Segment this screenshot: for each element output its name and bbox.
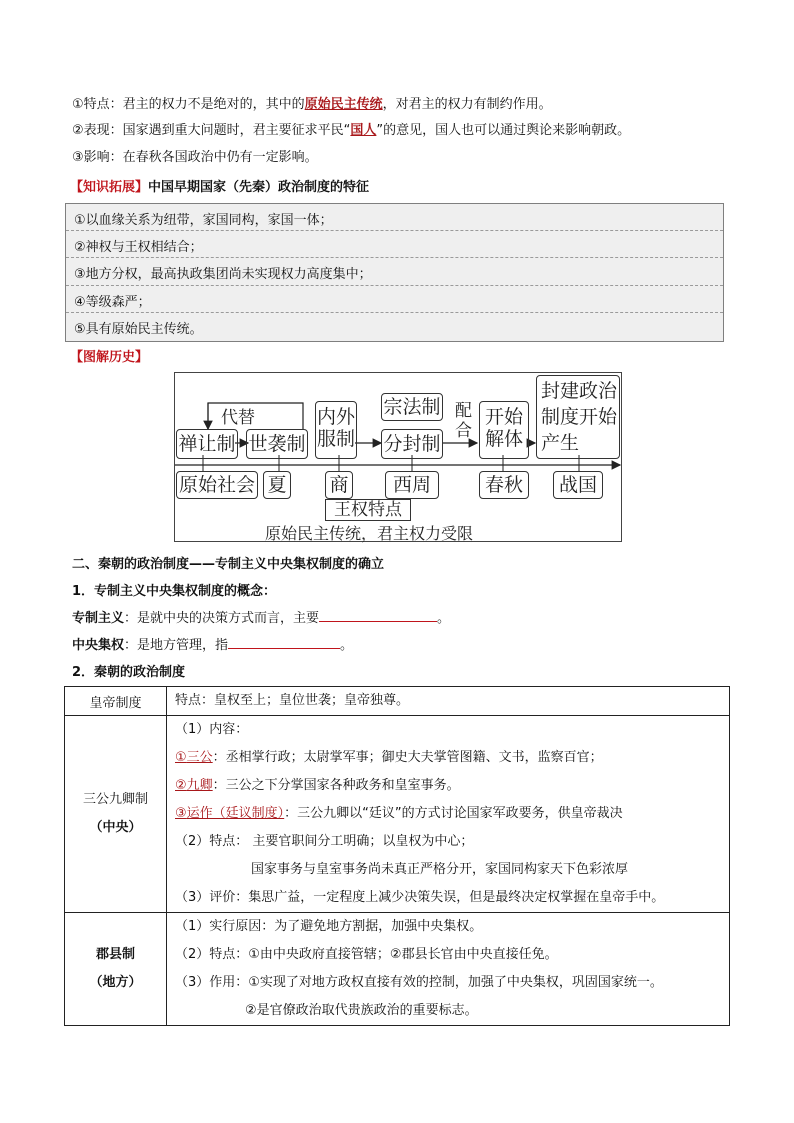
section-title: 中国早期国家（先秦）政治制度的特征 (148, 180, 370, 195)
fill-blank[interactable] (319, 609, 437, 622)
key-term: 三公 (186, 750, 213, 765)
term-label: 中央集权 (72, 638, 125, 653)
era-box-xia: 夏 (263, 471, 291, 499)
summary-item: ①以血缘关系为纽带，家国同构，家国一体； (74, 213, 333, 228)
neiwai-box (315, 401, 357, 459)
summary-item: ⑤具有原始民主传统。 (74, 322, 203, 337)
era-box-zhanguo: 战国 (553, 471, 603, 499)
kaishi-jieti-box (479, 401, 529, 459)
box-line: 制度开始 (541, 406, 618, 428)
label-line: 郡县制 (95, 947, 135, 962)
fengjian-box (536, 375, 620, 459)
intro-text: ②表现：国家遇到重大问题时，君主要征求平民“ (72, 123, 351, 138)
key-term: 国人 (350, 123, 377, 138)
era-box-shang: 商 (325, 471, 353, 499)
label-line: （地方） (89, 975, 142, 990)
cell-text: ：丞相掌行政；太尉掌军事；御史大夫掌管图籍、文书，监察百官； (212, 750, 603, 765)
fenfeng-box: 分封制 (381, 429, 443, 459)
box-line: 产生 (541, 432, 580, 454)
key-term: 运作（廷议制度） (186, 806, 285, 821)
cell-line: （2）特点： 主要官职间分工明确；以皇权为中心； (175, 834, 474, 849)
cell-line: （1）内容： (175, 722, 249, 737)
intro-line-3: ③影响：在春秋各国政治中仍有一定影响。 (72, 150, 318, 165)
row-label (65, 913, 167, 1026)
row-label (65, 716, 167, 913)
intro-line-1 (72, 96, 552, 114)
key-term: 原始民主传统 (304, 97, 383, 112)
label-line: 配 (455, 401, 472, 421)
term-text: ：是地方管理，指 (124, 638, 229, 653)
table-row (65, 716, 730, 913)
box-line: 服制 (316, 428, 355, 450)
fill-blank[interactable] (228, 636, 340, 649)
key-term: 九卿 (186, 778, 213, 793)
cell-text: ：三公之下分掌国家各种政务和皇室事务。 (212, 778, 460, 793)
divider (66, 230, 723, 231)
row-content (167, 913, 730, 1026)
cell-line: ②九卿：三公之下分掌国家各种政务和皇室事务。 (175, 778, 460, 793)
summary-item: ③地方分权，最高执政集团尚未实现权力高度集中； (74, 267, 372, 282)
diagram-tag: 【图解历史】 (70, 350, 149, 365)
divider (66, 312, 723, 313)
row-content (167, 687, 730, 716)
history-diagram (174, 372, 622, 542)
intro-text: ”的意见，国人也可以通过舆论来影响朝政。 (376, 123, 631, 138)
knowledge-heading (70, 176, 369, 195)
term-end: 。 (340, 638, 354, 653)
qin-system-table (64, 686, 730, 1026)
shixi-box: 世袭制 (246, 429, 308, 459)
summary-item: ②神权与王权相结合； (74, 240, 203, 255)
cell-line: ③运作（廷议制度）：三公九卿以“廷议”的方式讨论国家军政要务，供皇帝裁决 (175, 806, 623, 821)
zongfa-box: 宗法制 (381, 393, 443, 421)
row-label: 皇帝制度 (65, 687, 167, 716)
label-line: 合 (455, 421, 472, 441)
wangquan-box: 王权特点 (325, 499, 411, 521)
table-row (65, 913, 730, 1026)
divider (66, 257, 723, 258)
jiquan-line (72, 634, 353, 653)
era-box-primitive: 原始社会 (176, 471, 258, 499)
section-tag: 【知识拓展】 (70, 180, 149, 195)
subheading-concept: 1．专制主义中央集权制度的概念： (72, 584, 277, 599)
section-heading: 二、秦朝的政治制度——专制主义中央集权制度的确立 (72, 557, 385, 572)
subheading-qin: 2．秦朝的政治制度 (72, 665, 186, 680)
intro-line-2 (72, 122, 630, 140)
zhuanzhi-line (72, 607, 450, 626)
summary-item: ④等级森严； (74, 295, 151, 310)
term-text: ：是就中央的决策方式而言，主要 (124, 611, 320, 626)
intro-text: ，对君主的权力有制约作用。 (382, 97, 552, 112)
era-box-xizhou: 西周 (385, 471, 439, 499)
diagram-bottom-caption: 原始民主传统，君主权力受限 (265, 524, 474, 543)
divider (66, 285, 723, 286)
box-line: 内外 (316, 406, 355, 428)
cell-line: （2）特点：①由中央政府直接管辖；②郡县长官由中央直接任免。 (175, 947, 558, 962)
box-line: 封建政治 (541, 380, 618, 402)
knowledge-summary-box (65, 203, 724, 342)
peihe-label (455, 401, 472, 441)
label-line: 三公九卿制 (82, 792, 148, 807)
intro-text: ①特点：君主的权力不是绝对的，其中的 (72, 97, 305, 112)
cell-line: （3）评价：集思广益，一定程度上减少决策失误，但是最终决定权掌握在皇帝手中。 (175, 890, 665, 905)
box-line: 开始 (484, 406, 523, 428)
shanrang-box: 禅让制 (176, 429, 238, 459)
replace-label: 代替 (221, 408, 255, 428)
era-box-chunqiu: 春秋 (479, 471, 529, 499)
label-line: （中央） (89, 820, 142, 835)
row-content (167, 716, 730, 913)
cell-line: （1）实行原因：为了避免地方割据，加强中央集权。 (175, 919, 483, 934)
cell-line: ②是官僚政治取代贵族政治的重要标志。 (245, 1003, 478, 1018)
cell-line: 特点：皇权至上；皇位世袭；皇帝独尊。 (175, 693, 410, 708)
table-row (65, 687, 730, 716)
cell-line: （3）作用：①实现了对地方政权直接有效的控制，加强了中央集权，巩固国家统一。 (175, 975, 663, 990)
cell-line: 国家事务与皇室事务尚未真正严格分开，家国同构家天下色彩浓厚 (251, 862, 629, 877)
cell-line: ①三公：丞相掌行政；太尉掌军事；御史大夫掌管图籍、文书，监察百官； (175, 750, 603, 765)
term-label: 专制主义 (72, 611, 125, 626)
term-end: 。 (437, 611, 451, 626)
box-line: 解体 (484, 428, 523, 450)
cell-text: ：三公九卿以“廷议”的方式讨论国家军政要务，供皇帝裁决 (284, 806, 623, 821)
